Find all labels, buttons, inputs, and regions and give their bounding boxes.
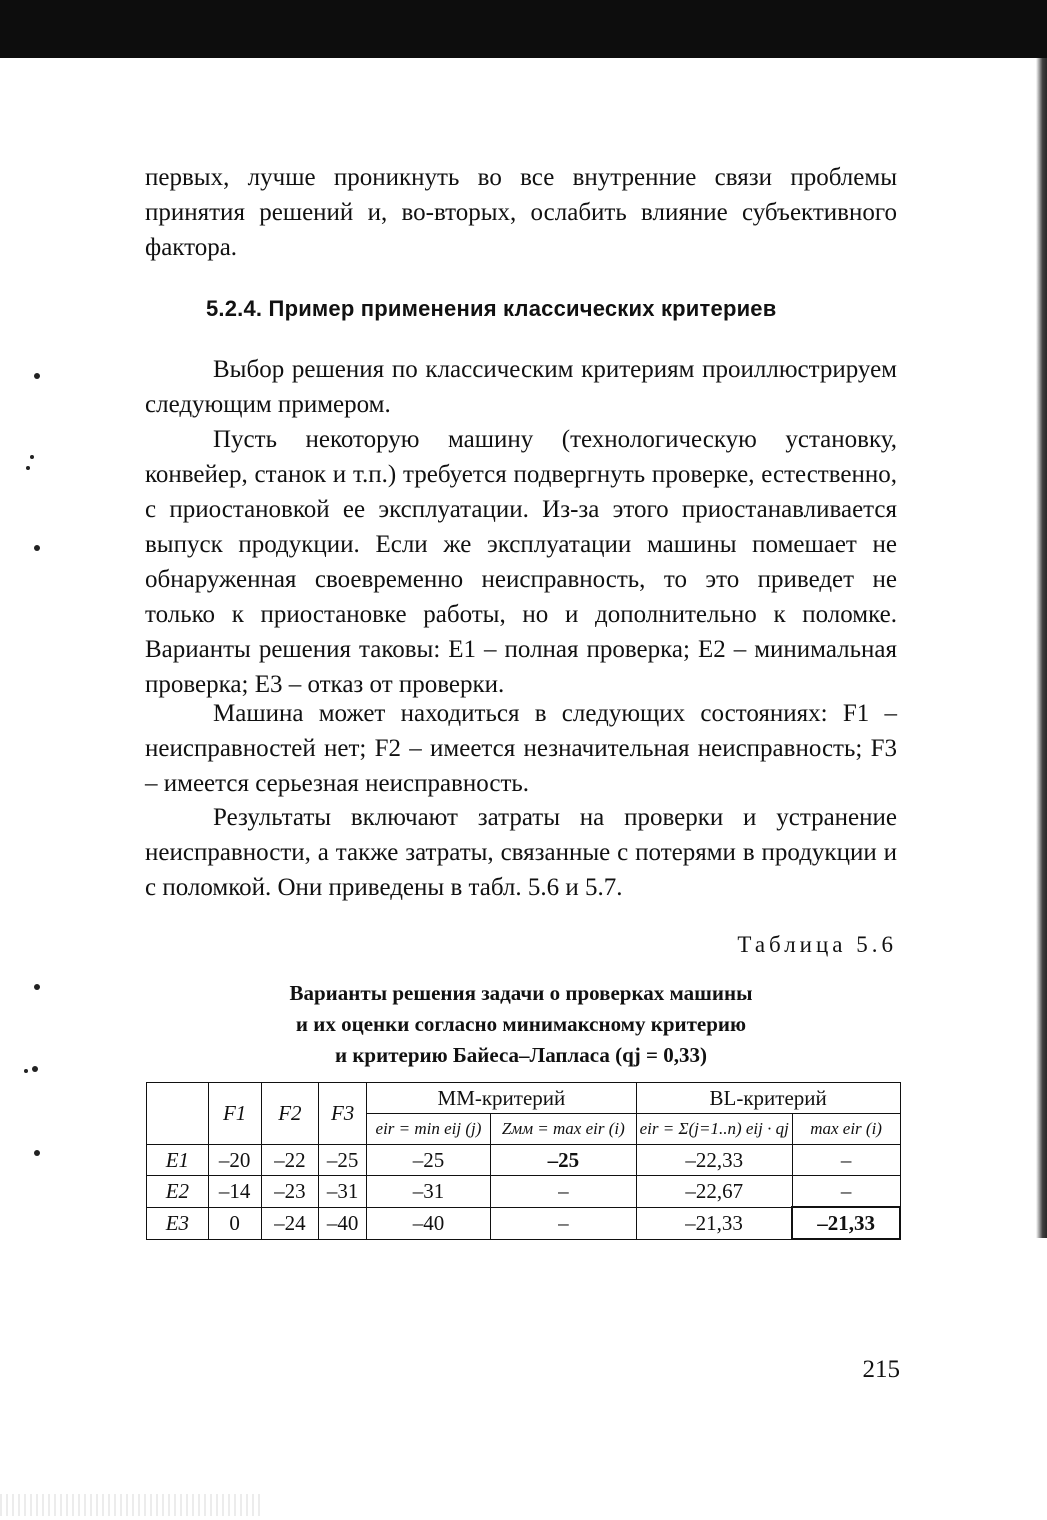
paragraph-2: Выбор решения по классическим критериям проиллюстрируем следующим примером.: [145, 356, 897, 418]
margin-dot: [34, 545, 40, 551]
col-bl2: max eir (i): [792, 1114, 900, 1145]
col-f3: F3: [319, 1083, 367, 1145]
scan-noise: [0, 1494, 260, 1516]
cell-bl2: –: [792, 1176, 900, 1208]
margin-dot: [30, 455, 34, 459]
cell-mm2: –: [490, 1176, 636, 1208]
corner-cell: [147, 1083, 209, 1145]
cell-f3: –31: [319, 1176, 367, 1208]
cell-bl2: –21,33: [792, 1207, 900, 1239]
cell-bl1: –22,33: [636, 1145, 792, 1176]
caption-line-3: и критерию Байеса–Лапласа (qj = 0,33): [334, 1043, 708, 1067]
group-bl: BL-критерий: [636, 1083, 900, 1114]
section-heading: 5.2.4. Пример применения классических критериев: [206, 296, 777, 321]
scan-top-band: [0, 0, 1047, 58]
paragraph-4: Машина может находиться в следующих состояниях: F1 – неисправностей нет; F2 – имеется незначительная неисправность; F3 – имеется серьезная неисправность.: [145, 700, 897, 797]
margin-dot: [34, 1150, 40, 1156]
cell-f2: –22: [261, 1145, 319, 1176]
cell-f3: –25: [319, 1145, 367, 1176]
table-row: [147, 1207, 901, 1239]
decision-table: [146, 1082, 901, 1240]
paragraph-5: Результаты включают затраты на проверки и устранение неисправности, а также затраты, связанные с потерями в продукции и с поломкой. Они приведены в табл. 5.6 и 5.7.: [145, 804, 897, 901]
cell-f2: –23: [261, 1176, 319, 1208]
col-mm2: Zмм = max eir (i): [490, 1114, 636, 1145]
table-number: Таблица 5.6: [737, 932, 897, 957]
cell-f1: 0: [208, 1207, 261, 1239]
cell-f2: –24: [261, 1207, 319, 1239]
col-f2: F2: [261, 1083, 319, 1145]
col-mm1: eir = min eij (j): [367, 1114, 491, 1145]
paragraph-3: Пусть некоторую машину (технологическую установку, конвейер, станок и т.п.) требуется подвергнуть проверке, естественно, с приостановкой ее эксплуатации. Из-за этого приостанавливается выпуск продукции. Если же эксплуатации машины помешает не обнаруженная своевременно неисправность, то это приведет не только к приостановке работы, но и дополнительно к поломке. Варианты решения таковы: E1 – полная проверка; E2 – минимальная проверка; E3 – отказ от проверки.: [145, 426, 897, 698]
page-number: 215: [862, 1356, 900, 1383]
margin-dot: [26, 466, 30, 470]
group-mm: ММ-критерий: [367, 1083, 637, 1114]
table-caption: [145, 978, 897, 1071]
cell-mm1: –31: [367, 1176, 491, 1208]
header-row-1: [147, 1083, 901, 1114]
cell-bl2: –: [792, 1145, 900, 1176]
cell-f1: –20: [208, 1145, 261, 1176]
cell-bl1: –21,33: [636, 1207, 792, 1239]
caption-line-1: Варианты решения задачи о проверках машины: [289, 981, 753, 1005]
cell-f1: –14: [208, 1176, 261, 1208]
margin-dot: [32, 1066, 38, 1072]
margin-dot: [24, 1069, 28, 1073]
margin-dot: [34, 373, 40, 379]
cell-f3: –40: [319, 1207, 367, 1239]
col-f1: F1: [208, 1083, 261, 1145]
paragraph-1: первых, лучше проникнуть во все внутренние связи проблемы принятия решений и, во-вторых, ослабить влияние субъективного фактора.: [145, 164, 897, 261]
table-row: [147, 1176, 901, 1208]
cell-mm2: –25: [490, 1145, 636, 1176]
row-label: E3: [147, 1207, 209, 1239]
row-label: E2: [147, 1176, 209, 1208]
table-row: [147, 1145, 901, 1176]
caption-line-2: и их оценки согласно минимаксному критерию: [295, 1012, 747, 1036]
cell-mm1: –40: [367, 1207, 491, 1239]
margin-dot: [34, 984, 40, 990]
cell-mm2: –: [490, 1207, 636, 1239]
scan-right-edge: [1036, 58, 1047, 1238]
row-label: E1: [147, 1145, 209, 1176]
cell-mm1: –25: [367, 1145, 491, 1176]
cell-bl1: –22,67: [636, 1176, 792, 1208]
col-bl1: eir = Σ(j=1..n) eij · qj: [636, 1114, 792, 1145]
